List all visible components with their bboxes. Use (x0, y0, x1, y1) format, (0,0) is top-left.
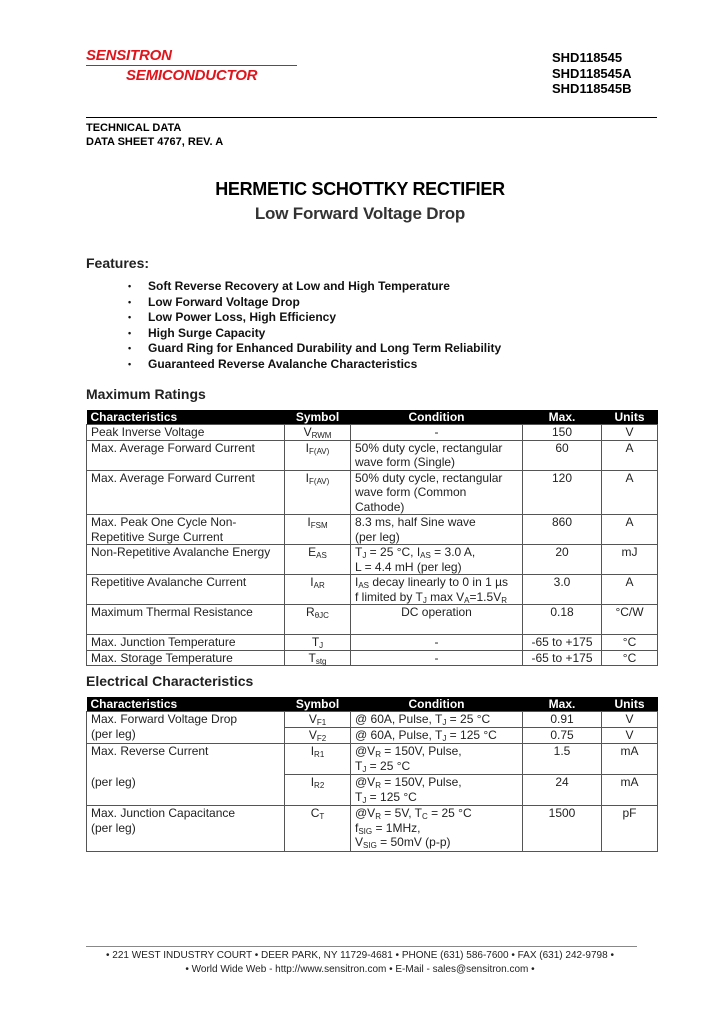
bullet-icon: • (128, 358, 132, 369)
column-header: Units (602, 410, 658, 425)
features-heading: Features: (86, 255, 150, 271)
max-cell: 0.75 (523, 728, 602, 744)
cell-line: $T_J = 125$ °C (355, 789, 417, 805)
column-header: Symbol (285, 697, 351, 712)
cell-line: (per leg) (91, 820, 136, 835)
document-info (86, 121, 223, 149)
cell-spacer (91, 759, 280, 775)
cell-line: $@V_R = 5V$, $T_C = 25$ °C (355, 806, 472, 821)
column-header: Symbol (285, 410, 351, 425)
characteristic-cell (87, 425, 285, 441)
cell-line: Peak Inverse Voltage (91, 425, 205, 439)
cell-line: Maximum Thermal Resistance (91, 605, 253, 619)
characteristic-cell (87, 575, 285, 605)
condition-cell (351, 440, 523, 470)
cell-line: Max. Forward Voltage Drop (91, 712, 238, 726)
characteristic-cell (87, 806, 285, 852)
footer-divider (86, 946, 637, 947)
part-number: SHD118545B (552, 81, 632, 96)
max-cell: 60 (523, 440, 602, 470)
symbol-cell: $T_J$ (285, 635, 351, 651)
condition-cell (351, 775, 523, 806)
column-header: Max. (523, 697, 602, 712)
table-row (87, 605, 658, 635)
characteristic-cell (87, 650, 285, 666)
part-number: SHD118545A (552, 65, 632, 81)
characteristic-cell (87, 635, 285, 651)
unit-cell: V (602, 425, 658, 441)
max-cell: 0.91 (523, 712, 602, 728)
max-cell: 120 (523, 470, 602, 515)
cell-line: DC operation (401, 605, 472, 619)
footer-address: • 221 WEST INDUSTRY COURT • DEER PARK, NY 11729-4681 • PHONE (631) 586-7600 • FAX (631) 242-9798 • (106, 950, 614, 961)
page-title: HERMETIC SCHOTTKY RECTIFIER (215, 179, 505, 199)
max-cell: 0.18 (523, 605, 602, 635)
part-numbers (552, 50, 632, 97)
symbol-cell: $I_{F(AV)}$ (285, 440, 351, 470)
unit-cell: A (602, 575, 658, 605)
cell-line: Max. Junction Capacitance (91, 806, 236, 820)
table-row (87, 744, 658, 775)
part-number: SHD118545 (552, 50, 623, 65)
cell-line: 50% duty cycle, rectangular (355, 440, 503, 455)
bullet-icon: • (128, 343, 132, 354)
cell-line: $I_{AS}$ decay linearly to 0 in 1 µs (355, 575, 508, 590)
table-row (87, 440, 658, 470)
symbol-cell: $T_{stg}$ (285, 650, 351, 666)
table-row (87, 545, 658, 575)
table-row (87, 806, 658, 852)
cell-line: $V_{SIG} = 50mV$ (p-p) (355, 835, 451, 850)
company-name: SENSITRON (86, 47, 172, 64)
cell-line: Repetitive Surge Current (91, 529, 224, 544)
electrical-body (87, 712, 658, 852)
table-row (87, 470, 658, 515)
characteristic-cell (87, 440, 285, 470)
cell-line: $T_J = 25$ °C (355, 758, 411, 774)
table-row (87, 712, 658, 728)
characteristic-cell (87, 515, 285, 545)
condition-cell (351, 712, 523, 728)
symbol-cell: $V_{F2}$ (285, 728, 351, 744)
max-ratings-table (86, 410, 658, 666)
cell-line: - (434, 635, 439, 649)
condition-cell (351, 545, 523, 575)
condition-cell (351, 728, 523, 744)
column-header: Characteristics (87, 697, 285, 712)
condition-cell (351, 575, 523, 605)
column-header: Units (602, 697, 658, 712)
datasheet-number: DATA SHEET 4767, REV. A (86, 136, 224, 148)
max-cell: 1.5 (523, 744, 602, 775)
column-header: Condition (351, 697, 523, 712)
max-cell: 1500 (523, 806, 602, 852)
unit-cell: °C (602, 635, 658, 651)
symbol-cell: $I_{R2}$ (285, 775, 351, 806)
column-header: Characteristics (87, 410, 285, 425)
condition-cell (351, 605, 523, 635)
cell-line: - (434, 650, 439, 665)
cell-line: Max. Storage Temperature (91, 650, 233, 665)
cell-line: Repetitive Avalanche Current (91, 575, 247, 589)
symbol-cell: $I_{R1}$ (285, 744, 351, 775)
list-item: • Guaranteed Reverse Avalanche Characteristics (128, 356, 418, 371)
cell-line: (per leg) (355, 529, 400, 544)
cell-line: - (434, 425, 439, 439)
list-item: • Guard Ring for Enhanced Durability and Long Term Reliability (128, 341, 502, 356)
electrical-table (86, 697, 658, 852)
condition-cell (351, 470, 523, 515)
characteristic-cell (87, 744, 285, 806)
table-row (87, 425, 658, 441)
unit-cell: mJ (602, 545, 658, 575)
cell-line: $T_J = 25$ °C, $I_{AS} = 3.0$ A, (355, 545, 476, 560)
max-cell: 860 (523, 515, 602, 545)
symbol-cell: $I_{FSM}$ (285, 515, 351, 545)
table-header-row (87, 697, 658, 712)
symbol-cell: $C_T$ (285, 806, 351, 852)
cell-line: Max. Average Forward Current (91, 440, 255, 455)
max-cell: -65 to +175 (523, 635, 602, 651)
list-item: • High Surge Capacity (128, 325, 266, 340)
condition-cell (351, 425, 523, 441)
cell-line: 50% duty cycle, rectangular (355, 470, 503, 485)
symbol-cell: $I_{F(AV)}$ (285, 470, 351, 515)
table-row (87, 575, 658, 605)
tech-data-label: TECHNICAL DATA (86, 122, 182, 134)
company-division: SEMICONDUCTOR (126, 67, 258, 84)
cell-line: Max. Reverse Current (91, 744, 209, 758)
footer-contact: • World Wide Web - http://www.sensitron.com • E-Mail - sales@sensitron.com • (185, 964, 535, 975)
cell-line: Non-Repetitive Avalanche Energy (91, 545, 271, 559)
symbol-cell: $R_{\theta JC}$ (285, 605, 351, 635)
max-cell: 24 (523, 775, 602, 806)
list-item: • Low Forward Voltage Drop (128, 294, 300, 309)
cell-line: $@V_R = 150V$, Pulse, (355, 744, 462, 759)
symbol-cell: $E_{AS}$ (285, 545, 351, 575)
unit-cell: A (602, 470, 658, 515)
bullet-icon: • (128, 312, 132, 323)
condition-cell (351, 650, 523, 666)
symbol-cell: $V_{F1}$ (285, 712, 351, 728)
cell-line: Max. Peak One Cycle Non- (91, 515, 237, 529)
symbol-cell: $V_{RWM}$ (285, 425, 351, 441)
max-ratings-heading: Maximum Ratings (86, 386, 206, 402)
characteristic-cell (87, 605, 285, 635)
max-ratings-body (87, 425, 658, 666)
bullet-icon: • (128, 327, 132, 338)
unit-cell: A (602, 515, 658, 545)
cell-line: 8.3 ms, half Sine wave (355, 515, 476, 529)
header-divider (86, 117, 657, 118)
cell-line: @ 60A, Pulse, $T_J = 25$ °C (355, 712, 491, 727)
cell-line: wave form (Single) (355, 455, 456, 469)
table-row (87, 635, 658, 651)
table-header-row (87, 410, 658, 425)
unit-cell: V (602, 712, 658, 728)
table-row (87, 650, 658, 666)
characteristic-cell (87, 470, 285, 515)
unit-cell: V (602, 728, 658, 744)
max-cell: -65 to +175 (523, 650, 602, 666)
cell-line: @ 60A, Pulse, $T_J = 125$ °C (355, 728, 497, 743)
features-list (128, 279, 501, 373)
bullet-icon: • (128, 281, 132, 291)
cell-line: L = 4.4 mH (per leg) (355, 559, 462, 574)
characteristic-cell (87, 545, 285, 575)
max-cell: 3.0 (523, 575, 602, 605)
cell-line: wave form (Common Cathode) (355, 485, 467, 514)
unit-cell: A (602, 440, 658, 470)
cell-line: f limited by $T_J$ $\max V_A=1.5V_R$ (355, 589, 507, 605)
unit-cell: mA (602, 744, 658, 775)
unit-cell: mA (602, 775, 658, 806)
condition-cell (351, 806, 523, 852)
cell-line: $f_{SIG} = 1MHz$, (355, 820, 421, 836)
electrical-heading: Electrical Characteristics (86, 673, 254, 689)
table-row (87, 515, 658, 545)
bullet-icon: • (128, 296, 132, 307)
cell-line: (per leg) (91, 774, 136, 789)
unit-cell: °C/W (602, 605, 658, 635)
list-item: • Soft Reverse Recovery at Low and High Temperature (128, 279, 450, 293)
unit-cell: pF (602, 806, 658, 852)
symbol-cell: $I_{AR}$ (285, 575, 351, 605)
cell-line: (per leg) (91, 726, 136, 741)
cell-line: $@V_R = 150V$, Pulse, (355, 775, 462, 790)
condition-cell (351, 515, 523, 545)
brand-divider (86, 65, 297, 66)
page-subtitle: Low Forward Voltage Drop (254, 204, 466, 223)
unit-cell: °C (602, 650, 658, 666)
cell-line: Max. Junction Temperature (91, 635, 236, 649)
column-header: Condition (351, 410, 523, 425)
max-cell: 150 (523, 425, 602, 441)
cell-line: Max. Average Forward Current (91, 470, 255, 485)
max-cell: 20 (523, 545, 602, 575)
characteristic-cell (87, 712, 285, 744)
condition-cell (351, 635, 523, 651)
condition-cell (351, 744, 523, 775)
column-header: Max. (523, 410, 602, 425)
list-item: • Low Power Loss, High Efficiency (128, 310, 337, 325)
